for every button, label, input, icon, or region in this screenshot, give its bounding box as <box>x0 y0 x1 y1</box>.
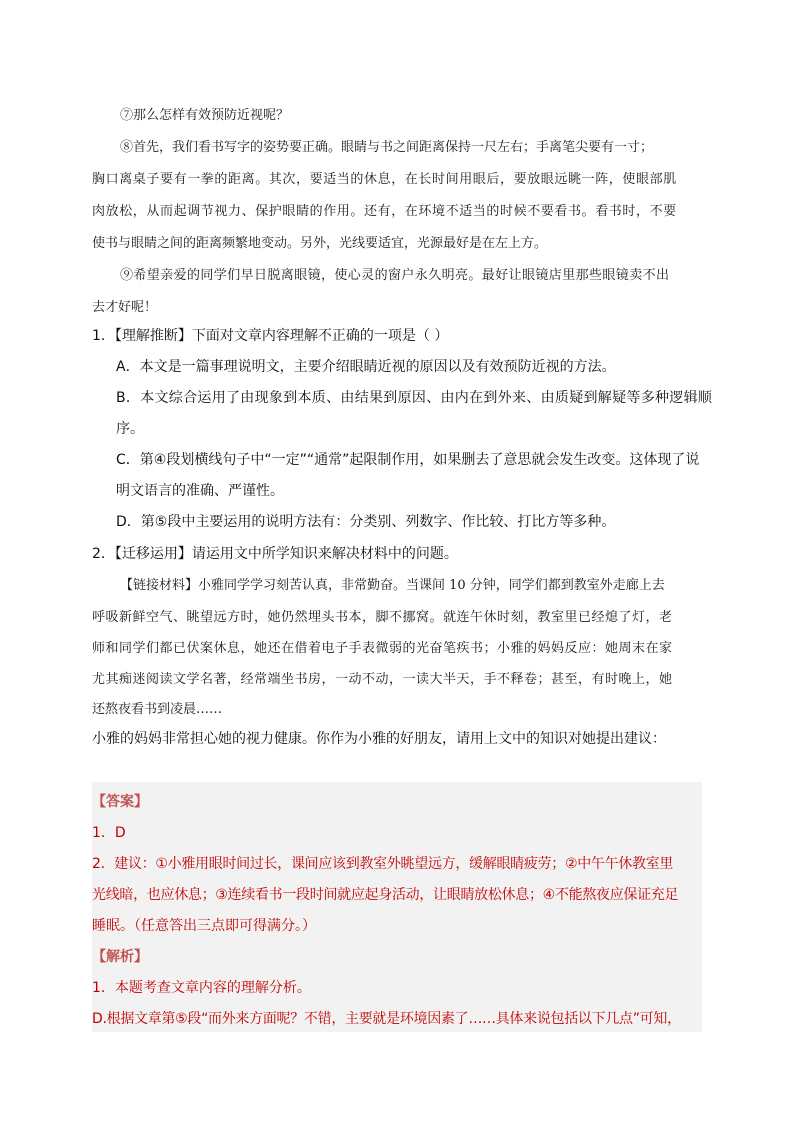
analysis-line-1: 1．本题考查文章内容的理解分析。 <box>92 980 311 996</box>
passage-paragraph-9-line-1: ⑨希望亲爱的同学们早日脱离眼镜，使心灵的窗户永久明亮。最好让眼镜店里那些眼镜卖不出 <box>120 268 670 283</box>
answer-2-line-3: 睡眠。（任意答出三点即可得满分。） <box>92 918 316 934</box>
answer-header: 【答案】 <box>92 794 148 810</box>
linked-material-line-3: 师和同学们都已伏案休息，她还在借着电子手表微弱的光奋笔疾书；小雅的妈妈反应：她周末在家 <box>92 641 673 656</box>
linked-material-line-4: 尤其痴迷阅读文学名著，经常端坐书房，一动不动，一读大半天，手不释卷；甚至，有时晚上，她 <box>92 672 673 687</box>
question-2-tag: 【迁移运用】 <box>114 546 192 562</box>
passage-paragraph-8-line-1: ⑧首先，我们看书写字的姿势要正确。眼睛与书之间距离保持一尺左右；手离笔尖要有一寸； <box>120 140 654 155</box>
analysis-header: 【解析】 <box>92 949 148 965</box>
answer-1: 1．D <box>92 825 126 841</box>
question-2-ask: 小雅的妈妈非常担心她的视力健康。你作为小雅的好朋友，请用上文中的知识对她提出建议： <box>92 731 666 747</box>
passage-paragraph-8-line-4: 使书与眼睛之间的距离频繁地变动。另外，光线要适宜，光源最好是在左上方。 <box>92 236 548 251</box>
linked-material-line-1: 【链接材料】小雅同学学习刻苦认真，非常勤奋。当课间 10 分钟，同学们都到教室外走廊上去 <box>120 578 665 593</box>
question-1-option-c-line-1: C．第④段划横线句子中“一定”“通常”起限制作用，如果删去了意思就会发生改变。这体现了说 <box>116 452 700 468</box>
question-2-stem <box>92 543 458 563</box>
passage-paragraph-9-line-2: 去才好呢！ <box>92 300 158 315</box>
linked-material-line-2: 呼吸新鲜空气、眺望远方时，她仍然埋头书本，脚不挪窝。就连午休时刻，教室里已经熄了灯，老 <box>92 610 673 625</box>
passage-paragraph-8-line-3: 肉放松，从而起调节视力、保护眼睛的作用。还有，在环境不适当的时候不要看书。看书时，不要 <box>92 204 677 219</box>
question-1-option-b-line-2: 序。 <box>116 421 144 437</box>
passage-paragraph-7: ⑦那么怎样有效预防近视呢？ <box>120 108 290 123</box>
question-2-text: 请运用文中所学知识来解决材料中的问题。 <box>191 546 458 562</box>
paragraph-4-marker: ④ <box>153 452 167 468</box>
question-1-number: 1． <box>92 328 115 344</box>
question-1-option-b-line-1: B．本文综合运用了由现象到本质、由结果到原因、由内在到外来、由质疑到解疑等多种逻辑顺 <box>116 390 713 406</box>
question-1-option-a: A．本文是一篇事理说明文，主要介绍眼睛近视的原因以及有效预防近视的方法。 <box>116 359 616 375</box>
answer-2-line-2: 光线暗，也应休息；③连续看书一段时间就应起身活动，让眼睛放松休息；④不能熬夜应保证充足 <box>92 887 679 903</box>
passage-paragraph-8-line-2: 胸口离桌子要有一拳的距离。其次，要适当的休息，在长时间用眼后，要放眼远眺一阵，使眼部肌 <box>92 172 677 187</box>
question-1-tag: 【理解推断】 <box>114 328 192 344</box>
analysis-line-2: D.根据文章第⑤段“而外来方面呢？不错，主要就是环境因素了……具体来说包括以下几点”可知， <box>92 1011 681 1027</box>
question-1-text: 下面对文章内容理解不正确的一项是（ ） <box>191 328 449 344</box>
question-2-number: 2． <box>92 546 115 562</box>
linked-material-line-5: 还熬夜看书到凌晨…… <box>92 702 223 717</box>
paragraph-5-marker: ⑤ <box>154 514 168 530</box>
question-1-option-d: D．第⑤段中主要运用的说明方法有：分类别、列数字、作比较、打比方等多种。 <box>116 514 616 530</box>
answer-2-line-1: 2．建议：①小雅用眼时间过长，课间应该到教室外眺望远方，缓解眼睛疲劳；②中午午休教室里 <box>92 856 674 872</box>
question-1-option-c-line-2: 明文语言的准确、严谨性。 <box>116 483 284 499</box>
question-1-stem <box>92 325 448 345</box>
